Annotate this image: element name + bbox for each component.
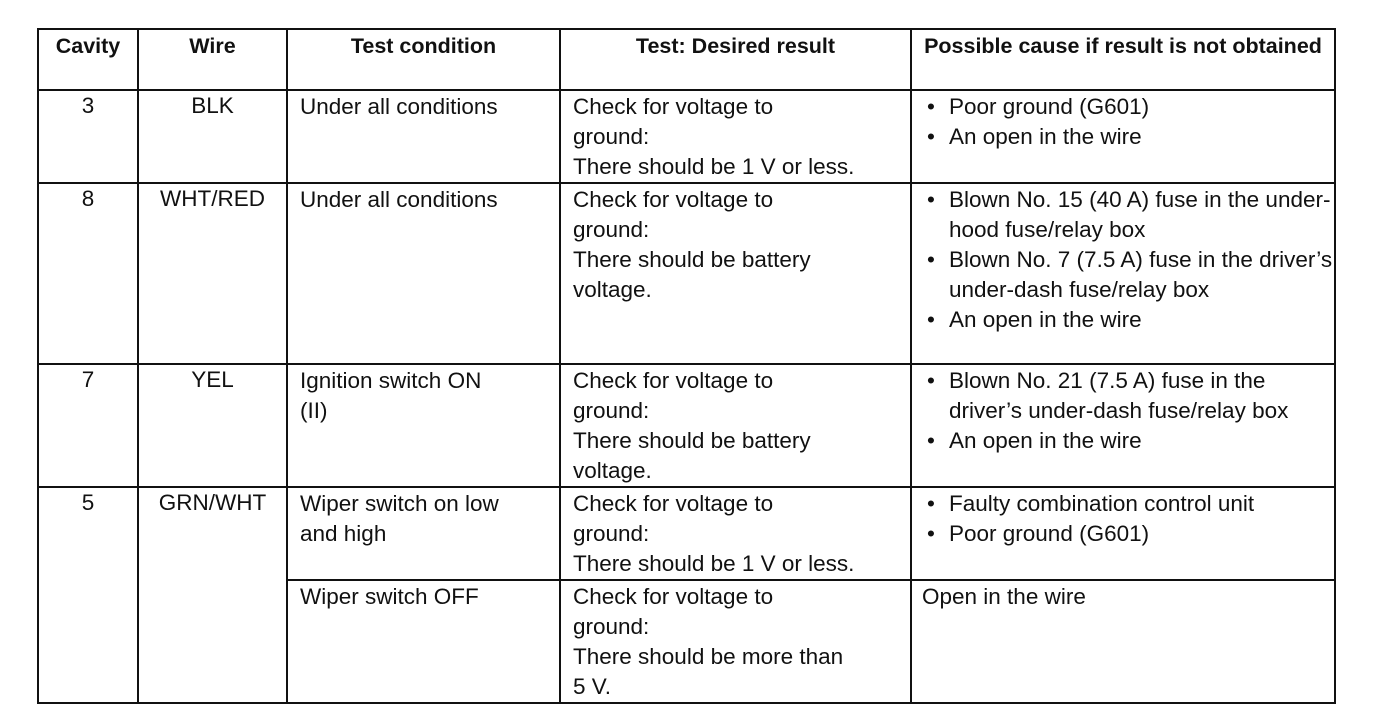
bullet-icon: • bbox=[927, 428, 935, 453]
result-line: There should be battery bbox=[573, 428, 811, 453]
cause-item: • Poor ground (G601) bbox=[922, 92, 1334, 122]
condition-line: Wiper switch on low bbox=[300, 491, 499, 516]
header-desired-result: Test: Desired result bbox=[560, 29, 911, 90]
cause-item: • An open in the wire bbox=[922, 426, 1334, 456]
condition-line: (II) bbox=[300, 398, 328, 423]
wire-cell: WHT/RED bbox=[138, 183, 287, 364]
bullet-icon: • bbox=[927, 307, 935, 332]
result-line: ground: bbox=[573, 124, 650, 149]
cause-list bbox=[922, 92, 1334, 152]
condition-cell bbox=[287, 487, 560, 580]
result-line: voltage. bbox=[573, 458, 652, 483]
wire-cell: BLK bbox=[138, 90, 287, 183]
result-line: ground: bbox=[573, 217, 650, 242]
result-line: There should be battery bbox=[573, 247, 811, 272]
cavity-cell: 3 bbox=[38, 90, 138, 183]
cause-item: • An open in the wire bbox=[922, 305, 1334, 335]
cause-cell bbox=[911, 487, 1335, 580]
header-wire: Wire bbox=[138, 29, 287, 90]
cause-list bbox=[922, 489, 1334, 549]
cause-cell bbox=[911, 183, 1335, 364]
header-cavity: Cavity bbox=[38, 29, 138, 90]
result-line: Check for voltage to bbox=[573, 187, 774, 212]
bullet-icon: • bbox=[927, 491, 935, 516]
bullet-icon: • bbox=[927, 368, 935, 393]
result-line: Check for voltage to bbox=[573, 584, 774, 609]
cause-cell: Open in the wire bbox=[911, 580, 1335, 703]
wire-cell: GRN/WHT bbox=[138, 487, 287, 703]
result-cell bbox=[560, 90, 911, 183]
result-line: 5 V. bbox=[573, 674, 611, 699]
condition-line: Ignition switch ON bbox=[300, 368, 482, 393]
cause-list bbox=[922, 366, 1334, 456]
bullet-icon: • bbox=[927, 247, 935, 272]
table-row bbox=[38, 487, 1335, 580]
result-cell bbox=[560, 364, 911, 487]
condition-cell: Wiper switch OFF bbox=[287, 580, 560, 703]
cause-item: • Blown No. 15 (40 A) fuse in the under-hood fuse/relay box bbox=[922, 185, 1334, 245]
cavity-cell: 5 bbox=[38, 487, 138, 703]
result-line: Check for voltage to bbox=[573, 368, 774, 393]
result-line: Check for voltage to bbox=[573, 94, 774, 119]
bullet-icon: • bbox=[927, 124, 935, 149]
bullet-icon: • bbox=[927, 521, 935, 546]
cavity-cell: 8 bbox=[38, 183, 138, 364]
result-cell bbox=[560, 487, 911, 580]
result-line: There should be 1 V or less. bbox=[573, 551, 855, 576]
result-line: ground: bbox=[573, 398, 650, 423]
condition-line: and high bbox=[300, 521, 387, 546]
wiring-test-table bbox=[37, 28, 1336, 704]
wire-cell: YEL bbox=[138, 364, 287, 487]
condition-cell: Under all conditions bbox=[287, 90, 560, 183]
header-test-condition: Test condition bbox=[287, 29, 560, 90]
result-cell bbox=[560, 580, 911, 703]
bullet-icon: • bbox=[927, 94, 935, 119]
result-line: ground: bbox=[573, 614, 650, 639]
bullet-icon: • bbox=[927, 187, 935, 212]
cause-item: • Blown No. 21 (7.5 A) fuse in the driver’s under-dash fuse/relay box bbox=[922, 366, 1334, 426]
cause-list bbox=[922, 185, 1334, 335]
cause-cell bbox=[911, 364, 1335, 487]
result-line: There should be 1 V or less. bbox=[573, 154, 855, 179]
condition-cell bbox=[287, 364, 560, 487]
table-row bbox=[38, 364, 1335, 487]
table-row bbox=[38, 183, 1335, 364]
cause-item: • Blown No. 7 (7.5 A) fuse in the driver’s under-dash fuse/relay box bbox=[922, 245, 1334, 305]
result-line: Check for voltage to bbox=[573, 491, 774, 516]
result-line: voltage. bbox=[573, 277, 652, 302]
cavity-cell: 7 bbox=[38, 364, 138, 487]
cause-cell bbox=[911, 90, 1335, 183]
header-possible-cause: Possible cause if result is not obtained bbox=[911, 29, 1335, 90]
cause-item: • An open in the wire bbox=[922, 122, 1334, 152]
cause-item: • Poor ground (G601) bbox=[922, 519, 1334, 549]
header-row bbox=[38, 29, 1335, 90]
table-row bbox=[38, 90, 1335, 183]
result-cell bbox=[560, 183, 911, 364]
cause-item: • Faulty combination control unit bbox=[922, 489, 1334, 519]
condition-cell: Under all conditions bbox=[287, 183, 560, 364]
result-line: There should be more than bbox=[573, 644, 844, 669]
result-line: ground: bbox=[573, 521, 650, 546]
